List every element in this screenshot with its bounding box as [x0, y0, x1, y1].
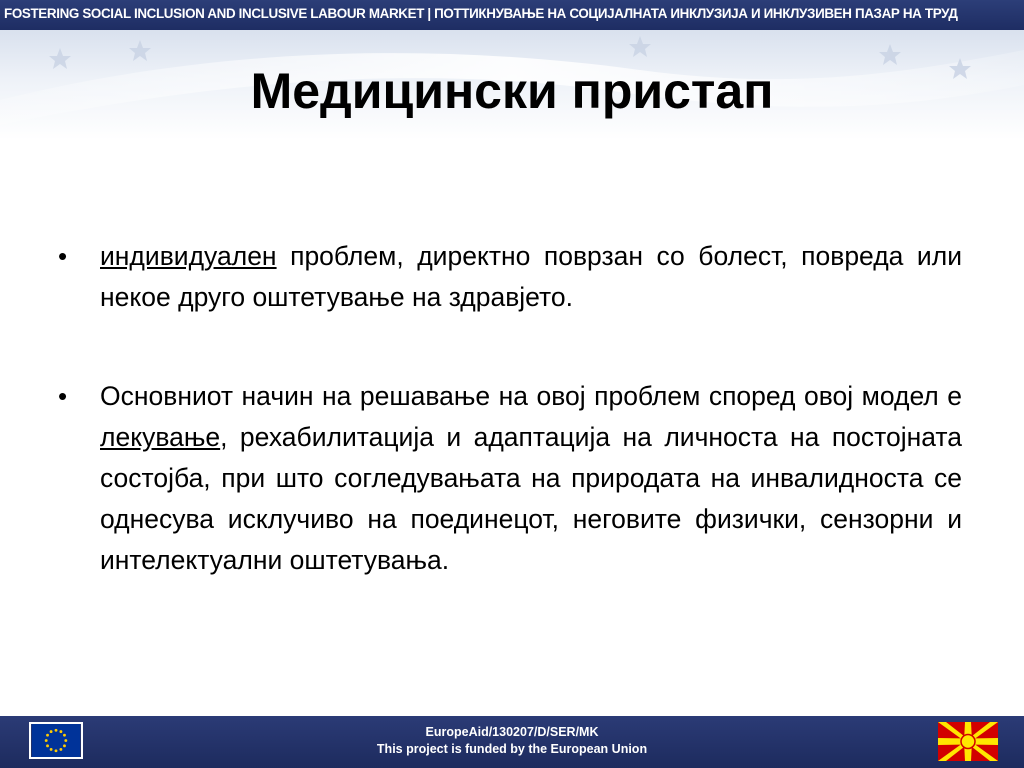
bullet-item: [58, 376, 962, 581]
top-banner: [0, 0, 1024, 30]
underlined-term: лекување: [100, 422, 221, 452]
bullet-text: Основниот начин на решавање на овој проблем според овој модел е: [100, 381, 962, 411]
slide-title: Медицински пристап: [250, 63, 774, 119]
bullet-item: [58, 236, 962, 318]
slide-content: [58, 236, 962, 581]
footer: [0, 716, 1024, 768]
bullet-icon: •: [58, 381, 68, 411]
footer-funding-note: This project is funded by the European Union: [376, 742, 648, 756]
bullet-text: проблем, директно поврзан со болест, повреда или некое друго оштетување на здравјето.: [100, 241, 962, 312]
footer-reference: EuropeAid/130207/D/SER/MK: [425, 725, 599, 739]
bullet-text: , рехабилитација и адаптација на личноста на постојната состојба, при што согледувањата на природата на инвалидноста се однесува исклучиво на поединецот, неговите физички, сензорни и интелектуални оштетувања.: [100, 422, 962, 575]
bullet-icon: •: [58, 241, 68, 271]
macedonia-flag-icon: [938, 722, 998, 761]
underlined-term: индивидуален: [100, 241, 277, 271]
banner-text: FOSTERING SOCIAL INCLUSION AND INCLUSIVE LABOUR MARKET | ПОТТИКНУВАЊЕ НА СОЦИЈАЛНАТА ИНКЛУЗИЈА И ИНКЛУЗИВЕН ПАЗАР НА ТРУД: [4, 6, 958, 21]
